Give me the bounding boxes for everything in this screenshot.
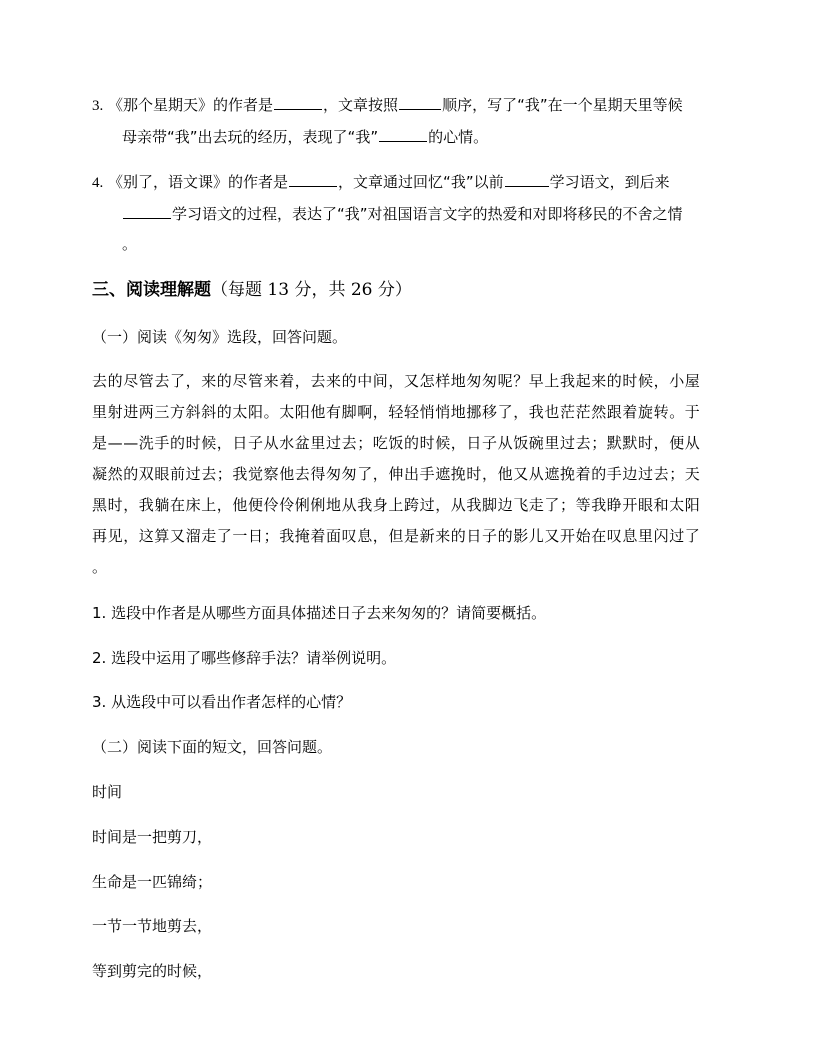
question-4-text-a: 《别了，语文课》的作者是 [108,173,289,191]
question-3-text-b: ，文章按照 [323,96,399,114]
question-3-text-d: 母亲带“我”出去玩的经历，表现了“我” [122,128,379,146]
fill-blank[interactable] [274,95,322,110]
question-4-line-3 [122,234,137,254]
passage-line: 黑时，我躺在床上，他便伶伶俐俐地从我身上跨过，从我脚边飞走了；等我睁开眼和太阳 [92,496,701,514]
question-3-number: 3. [92,98,104,114]
passage-line: 。 [92,558,108,576]
section-3-title-text: 三、阅读理解题 [92,280,211,300]
part-2-heading: （二）阅读下面的短文，回答问题。 [92,738,333,756]
fill-blank[interactable] [505,172,549,187]
question-3-text-a: 《那个星期天》的作者是 [108,96,274,114]
poem-line: 一节一节地剪去， [92,917,213,935]
question-3-text-e: 的心情。 [428,128,489,146]
poem-line: 生命是一匹锦绮； [92,873,213,891]
question-4-text-b: ，文章通过回忆“我”以前 [338,173,504,191]
passage-line: 是——洗手的时候，日子从水盆里过去；吃饭的时候，日子从饭碗里过去；默默时，便从 [92,434,701,452]
question-3-text-c: 顺序，写了“我”在一个星期天里等候 [442,96,683,114]
passage-line: 去的尽管去了，来的尽管来着，去来的中间，又怎样地匆匆呢？早上我起来的时候，小屋 [92,372,701,390]
question-4-line-2 [122,204,683,224]
fill-blank[interactable] [379,127,427,142]
part-1-question-2: 2. 选段中运用了哪些修辞手法？请举例说明。 [92,649,397,667]
question-4-text-e: 。 [122,235,138,253]
fill-blank[interactable] [289,172,337,187]
section-3-title [92,279,412,301]
passage-line: 再见，这算又溜走了一日；我掩着面叹息，但是新来的日子的影儿又开始在叹息里闪过了 [92,527,701,545]
question-3-line-2 [122,127,488,147]
question-4-line-1 [92,172,670,193]
fill-blank[interactable] [399,95,441,110]
part-1-question-3: 3. 从选段中可以看出作者怎样的心情？ [92,693,352,711]
poem-line: 等到剪完的时候， [92,962,213,980]
poem-line: 时间是一把剪刀， [92,828,213,846]
question-4-number: 4. [92,175,104,191]
question-4-text-c: 学习语文，到后来 [549,173,670,191]
poem-title: 时间 [92,783,123,801]
passage-line: 里射进两三方斜斜的太阳。太阳他有脚啊，轻轻悄悄地挪移了，我也茫茫然跟着旋转。于 [92,403,701,421]
passage-line: 凝然的双眼前过去；我觉察他去得匆匆了，伸出手遮挽时，他又从遮挽着的手边过去；天 [92,465,701,483]
question-3-line-1 [92,95,683,116]
question-4-text-d: 学习语文的过程，表达了“我”对祖国语言文字的热爱和对即将移民的不舍之情 [172,205,683,223]
part-1-question-1: 1. 选段中作者是从哪些方面具体描述日子去来匆匆的？请简要概括。 [92,604,547,622]
part-1-heading: （一）阅读《匆匆》选段，回答问题。 [92,328,348,346]
fill-blank[interactable] [123,204,171,219]
section-3-score-note: （每题 13 分，共 26 分） [211,280,412,300]
